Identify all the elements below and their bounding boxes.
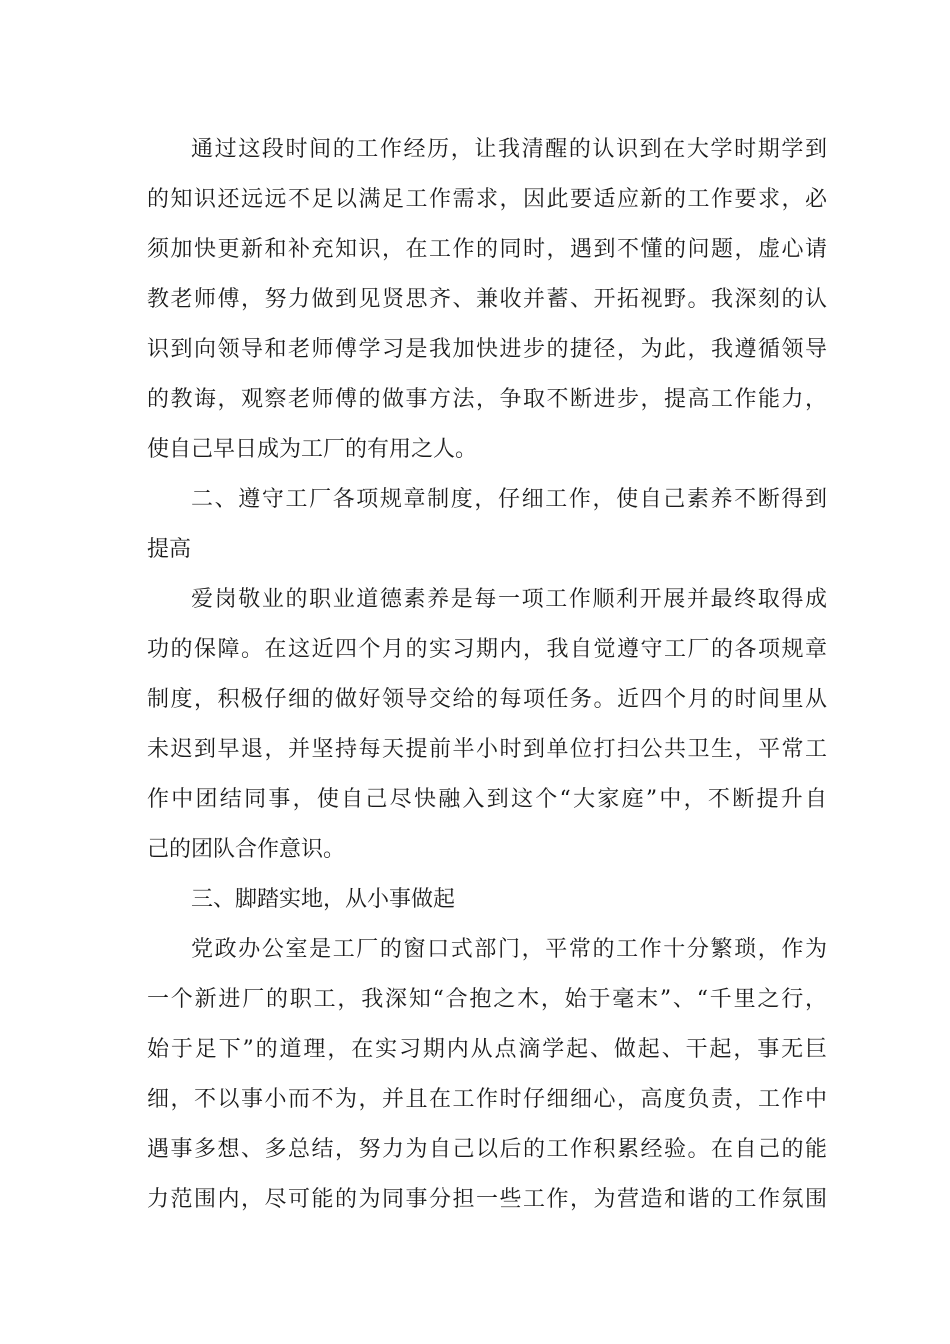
- paragraph-line: 通过这段时间的工作经历，让我清醒的认识到在大学时期学到: [191, 137, 827, 162]
- section-heading-line: 提高: [147, 537, 192, 562]
- paragraph-line: 作中团结同事，使自己尽快融入到这个“大家庭”中，不断提升自: [147, 787, 827, 812]
- section-heading-line: 三、脚踏实地，从小事做起: [191, 887, 456, 912]
- paragraph-line: 党政办公室是工厂的窗口式部门，平常的工作十分繁琐，作为: [191, 937, 827, 962]
- paragraph-line: 的教诲，观察老师傅的做事方法，争取不断进步，提高工作能力，: [147, 387, 827, 412]
- section-heading-line: 二、遵守工厂各项规章制度，仔细工作，使自己素养不断得到: [191, 487, 827, 512]
- paragraph-line: 使自己早日成为工厂的有用之人。: [147, 437, 478, 462]
- paragraph-line: 细，不以事小而不为，并且在工作时仔细细心，高度负责，工作中: [147, 1087, 827, 1112]
- paragraph-line: 一个新进厂的职工，我深知“合抱之木，始于毫末”、“千里之行，: [147, 987, 827, 1012]
- paragraph-line: 爱岗敬业的职业道德素养是每一项工作顺利开展并最终取得成: [191, 587, 827, 612]
- paragraph-line: 遇事多想、多总结，努力为自己以后的工作积累经验。在自己的能: [147, 1137, 827, 1162]
- paragraph-line: 未迟到早退，并坚持每天提前半小时到单位打扫公共卫生，平常工: [147, 737, 827, 762]
- paragraph-line: 始于足下”的道理，在实习期内从点滴学起、做起、干起，事无巨: [147, 1037, 827, 1062]
- paragraph-line: 功的保障。在这近四个月的实习期内，我自觉遵守工厂的各项规章: [147, 637, 827, 662]
- paragraph-line: 教老师傅，努力做到见贤思齐、兼收并蓄、开拓视野。我深刻的认: [147, 287, 827, 312]
- paragraph-line: 须加快更新和补充知识，在工作的同时，遇到不懂的问题，虚心请: [147, 237, 827, 262]
- paragraph-line: 制度，积极仔细的做好领导交给的每项任务。近四个月的时间里从: [147, 687, 827, 712]
- paragraph-line: 的知识还远远不足以满足工作需求，因此要适应新的工作要求，必: [147, 187, 827, 212]
- paragraph-line: 识到向领导和老师傅学习是我加快进步的捷径，为此，我遵循领导: [147, 337, 827, 362]
- paragraph-line: 力范围内，尽可能的为同事分担一些工作，为营造和谐的工作氛围: [147, 1187, 827, 1212]
- paragraph-line: 己的团队合作意识。: [147, 837, 346, 862]
